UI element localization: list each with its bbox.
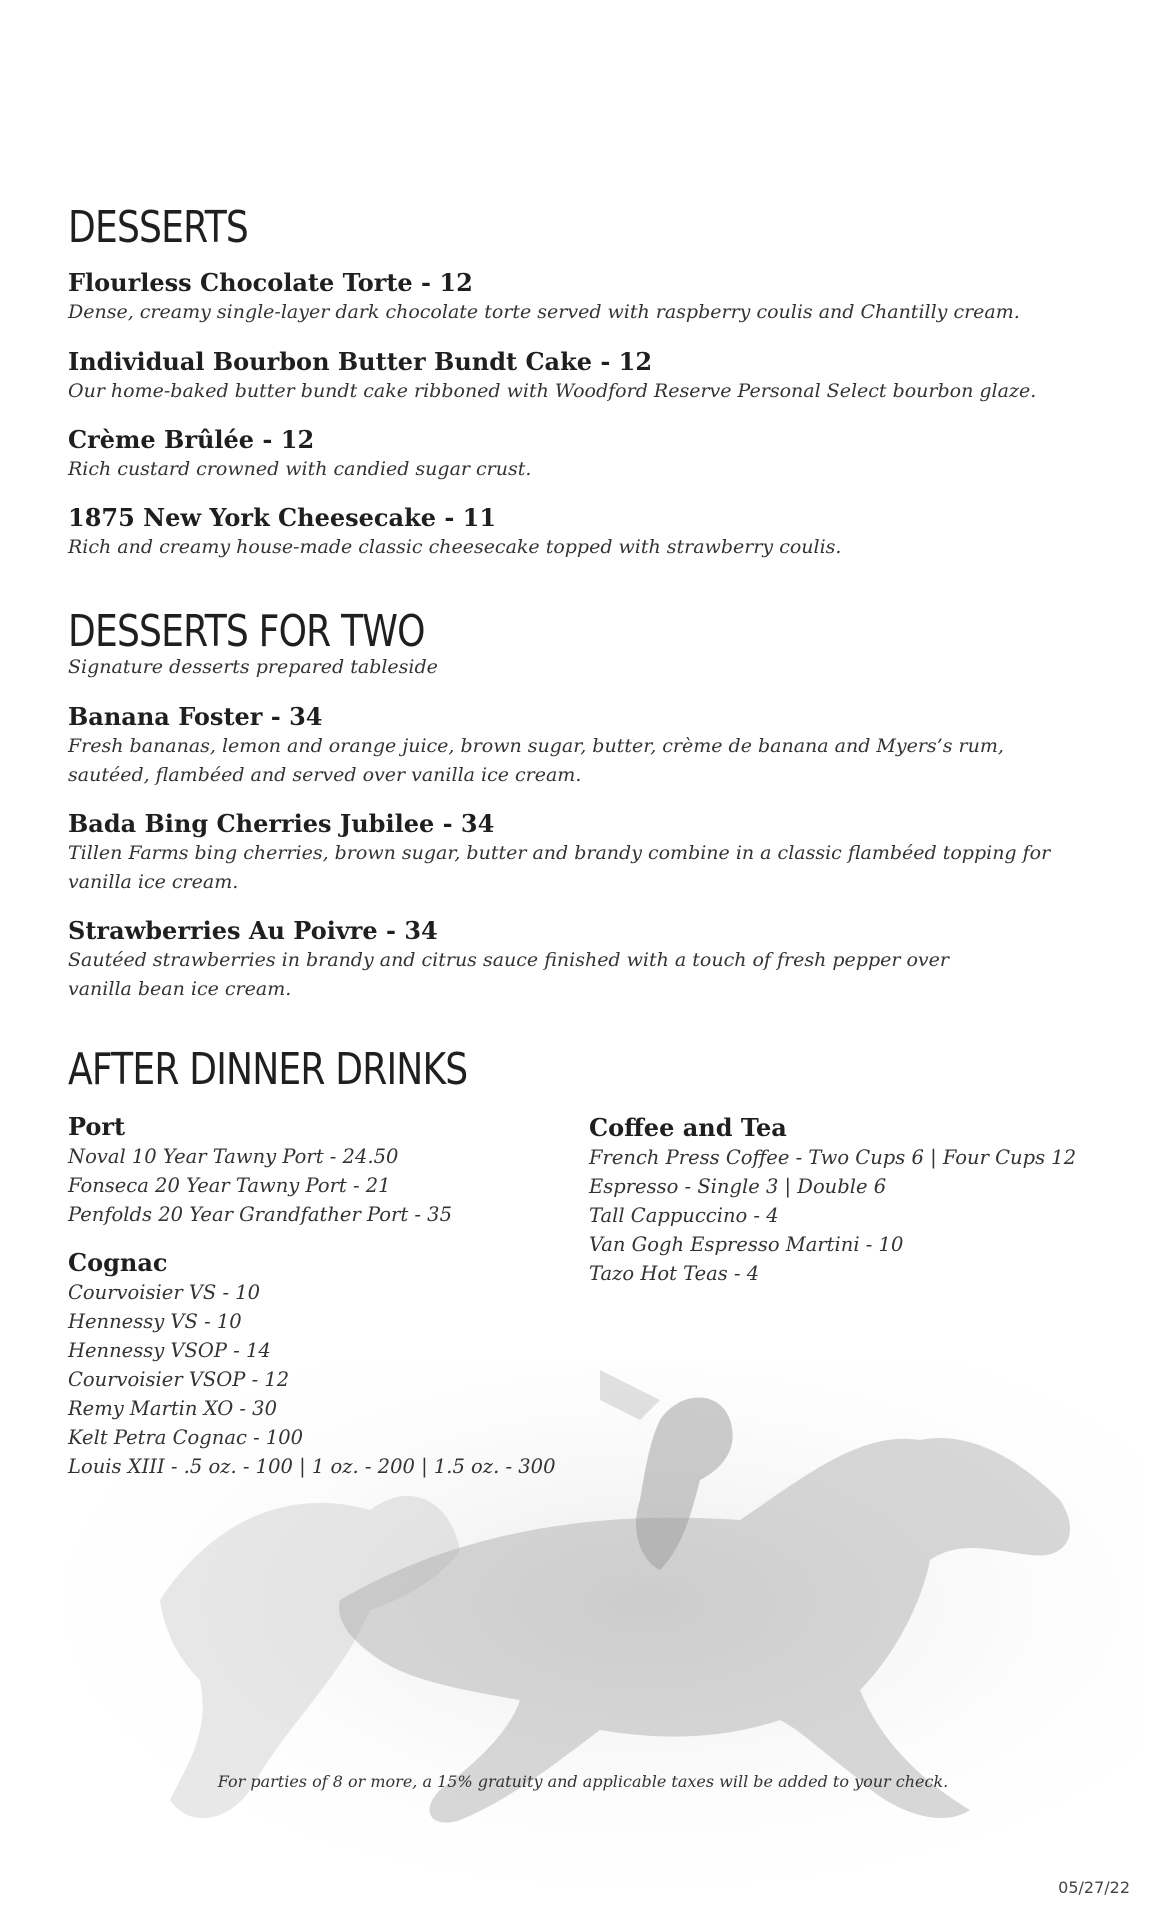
list-item: Tazo Hot Teas - 4 [589,1262,760,1285]
gratuity-note: For parties of 8 or more, a 15% gratuity and applicable taxes will be added to your check. [217,1772,949,1791]
list-item: Van Gogh Espresso Martini - 10 [589,1233,904,1256]
list-item: Espresso - Single 3 | Double 6 [589,1175,887,1198]
coffee-and-tea-list [589,1143,1109,1288]
desserts-for-two-subtitle: Signature desserts prepared tableside [68,656,438,678]
item-description [68,839,1058,897]
description-line: Fresh bananas, lemon and orange juice, brown sugar, butter, crème de banana and Myers’s rum, [68,735,1004,757]
description-line: Tillen Farms bing cherries, brown sugar, butter and brandy combine in a classic flambéed topping for [68,842,1051,864]
dessert-item-cheesecake [68,503,1058,562]
port-list [68,1142,588,1229]
list-item: French Press Coffee - Two Cups 6 | Four Cups 12 [589,1146,1077,1169]
item-name: Banana Foster - 34 [68,702,323,731]
list-item: Remy Martin XO - 30 [68,1397,277,1420]
desserts-for-two-section-title: DESSERTS FOR TWO [68,606,425,657]
cognac-heading: Cognac [68,1248,168,1277]
description-line: Our home-baked butter bundt cake ribboned with Woodford Reserve Personal Select bourbon glaze. [68,380,1037,402]
item-name: 1875 New York Cheesecake - 11 [68,503,497,532]
list-item: Tall Cappuccino - 4 [589,1204,779,1227]
item-description [68,533,1058,562]
item-description [68,732,1058,790]
dessert-item-bundt-cake [68,347,1058,406]
item-description [68,946,1058,1004]
list-item: Noval 10 Year Tawny Port - 24.50 [68,1145,399,1168]
item-name: Individual Bourbon Butter Bundt Cake - 12 [68,347,653,376]
item-description [68,377,1058,406]
description-line: vanilla bean ice cream. [68,978,292,1000]
item-description [68,455,1058,484]
dessert-for-two-item-strawberries-au-poivre [68,916,1058,1004]
description-line: Dense, creamy single-layer dark chocolate torte served with raspberry coulis and Chantilly cream. [68,301,1020,323]
description-line: Rich and creamy house-made classic cheesecake topped with strawberry coulis. [68,536,842,558]
cognac-list [68,1278,588,1481]
item-description [68,298,1058,327]
port-group [68,1112,588,1229]
list-item: Courvoisier VS - 10 [68,1281,261,1304]
list-item: Hennessy VSOP - 14 [68,1339,271,1362]
coffee-and-tea-group [589,1113,1109,1288]
description-line: Sautéed strawberries in brandy and citrus sauce finished with a touch of fresh pepper over [68,949,949,971]
list-item: Hennessy VS - 10 [68,1310,242,1333]
item-name: Bada Bing Cherries Jubilee - 34 [68,809,495,838]
list-item: Fonseca 20 Year Tawny Port - 21 [68,1174,391,1197]
list-item: Kelt Petra Cognac - 100 [68,1426,304,1449]
port-heading: Port [68,1112,126,1141]
item-name: Strawberries Au Poivre - 34 [68,916,438,945]
after-dinner-drinks-section-title: AFTER DINNER DRINKS [68,1044,468,1095]
list-item: Courvoisier VSOP - 12 [68,1368,290,1391]
description-line: Rich custard crowned with candied sugar crust. [68,458,532,480]
description-line: vanilla ice cream. [68,871,239,893]
coffee-and-tea-heading: Coffee and Tea [589,1113,787,1142]
desserts-section-title: DESSERTS [68,202,249,253]
dessert-for-two-item-cherries-jubilee [68,809,1058,897]
list-item: Louis XIII - .5 oz. - 100 | 1 oz. - 200 | 1.5 oz. - 300 [68,1455,556,1478]
cognac-group [68,1248,588,1481]
dessert-item-chocolate-torte [68,268,1058,327]
list-item: Penfolds 20 Year Grandfather Port - 35 [68,1203,452,1226]
item-name: Flourless Chocolate Torte - 12 [68,268,473,297]
item-name: Crème Brûlée - 12 [68,425,315,454]
description-line: sautéed, flambéed and served over vanilla ice cream. [68,764,582,786]
dessert-for-two-item-banana-foster [68,702,1058,790]
menu-date: 05/27/22 [1058,1878,1130,1897]
dessert-item-creme-brulee [68,425,1058,484]
